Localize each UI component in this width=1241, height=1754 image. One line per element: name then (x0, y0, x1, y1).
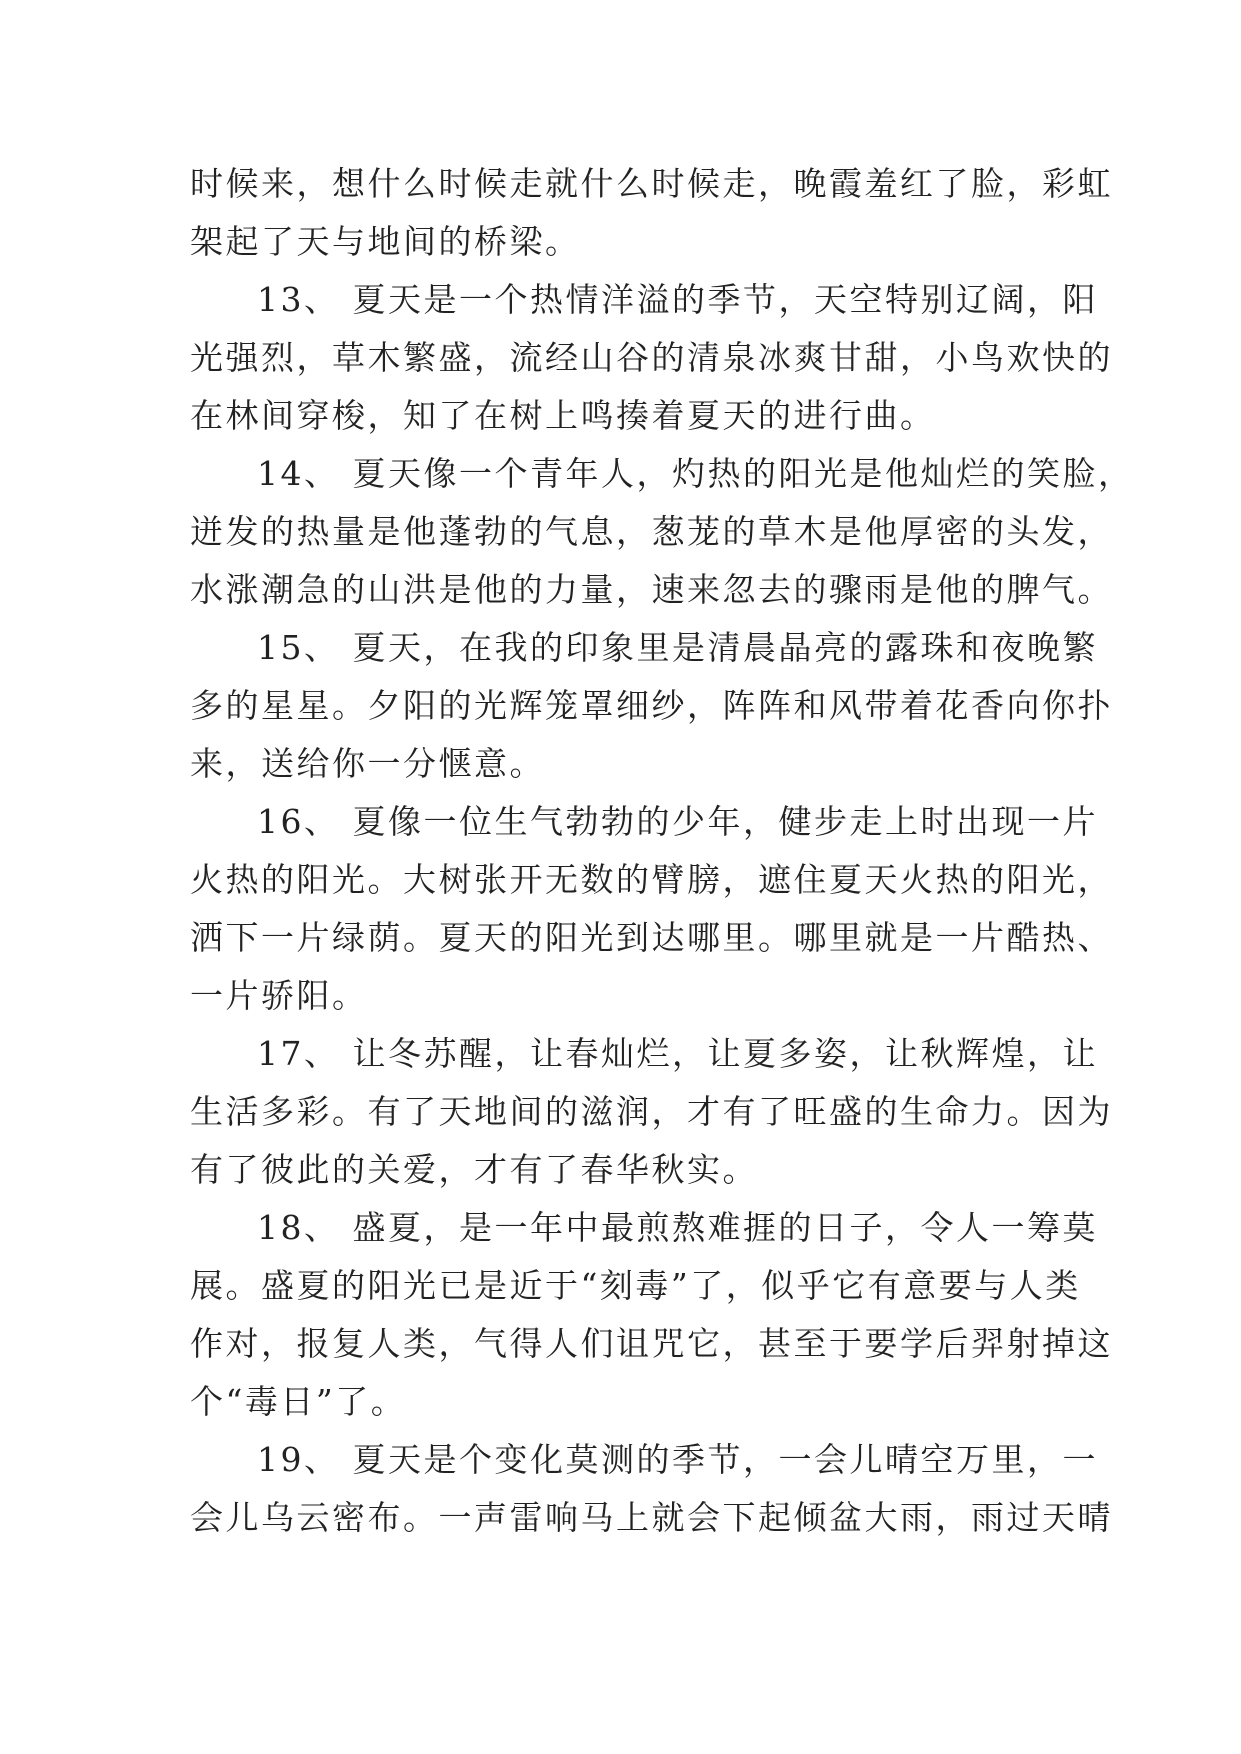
text-line: 会儿乌云密布。一声雷响马上就会下起倾盆大雨，雨过天晴 (190, 1498, 1113, 1537)
numbered-paragraph-15: 15、 夏天，在我的印象里是清晨晶亮的露珠和夜晚繁 (257, 628, 1098, 667)
text-line: 来，送给你一分惬意。 (190, 744, 545, 783)
text-line: 在林间穿梭，知了在树上鸣揍着夏天的进行曲。 (190, 396, 936, 435)
text-line: 多的星星。夕阳的光辉笼罩细纱，阵阵和风带着花香向你扑 (190, 686, 1113, 725)
text-line: 生活多彩。有了天地间的滋润，才有了旺盛的生命力。因为 (190, 1092, 1113, 1131)
text-line: 水涨潮急的山洪是他的力量，速来忽去的骤雨是他的脾气。 (190, 570, 1113, 609)
numbered-paragraph-16: 16、 夏像一位生气勃勃的少年，健步走上时出现一片 (257, 802, 1098, 841)
text-line: 时候来，想什么时候走就什么时候走，晚霞羞红了脸，彩虹 (190, 164, 1113, 203)
numbered-paragraph-14: 14、 夏天像一个青年人，灼热的阳光是他灿烂的笑脸， (257, 454, 1134, 493)
text-line: 架起了天与地间的桥梁。 (190, 222, 581, 261)
text-line: 有了彼此的关爱，才有了春华秋实。 (190, 1150, 758, 1189)
numbered-paragraph-18: 18、 盛夏，是一年中最煎熬难捱的日子，令人一筹莫 (257, 1208, 1098, 1247)
text-line: 个“毒日”了。 (190, 1382, 407, 1421)
text-line: 迸发的热量是他蓬勃的气息，葱茏的草木是他厚密的头发， (190, 512, 1113, 551)
numbered-paragraph-19: 19、 夏天是个变化莫测的季节，一会儿晴空万里，一 (257, 1440, 1098, 1479)
text-line: 一片骄阳。 (190, 976, 368, 1015)
text-line: 作对，报复人类，气得人们诅咒它，甚至于要学后羿射掉这 (190, 1324, 1113, 1363)
text-line: 展。盛夏的阳光已是近于“刻毒”了，似乎它有意要与人类 (190, 1266, 1081, 1305)
numbered-paragraph-17: 17、 让冬苏醒，让春灿烂，让夏多姿，让秋辉煌，让 (257, 1034, 1098, 1073)
text-line: 光强烈，草木繁盛，流经山谷的清泉冰爽甘甜，小鸟欢快的 (190, 338, 1113, 377)
text-line: 火热的阳光。大树张开无数的臂膀，遮住夏天火热的阳光， (190, 860, 1113, 899)
numbered-paragraph-13: 13、 夏天是一个热情洋溢的季节，天空特别辽阔，阳 (257, 280, 1098, 319)
document-body (190, 155, 1134, 1547)
text-line: 洒下一片绿荫。夏天的阳光到达哪里。哪里就是一片酷热、 (190, 918, 1113, 957)
